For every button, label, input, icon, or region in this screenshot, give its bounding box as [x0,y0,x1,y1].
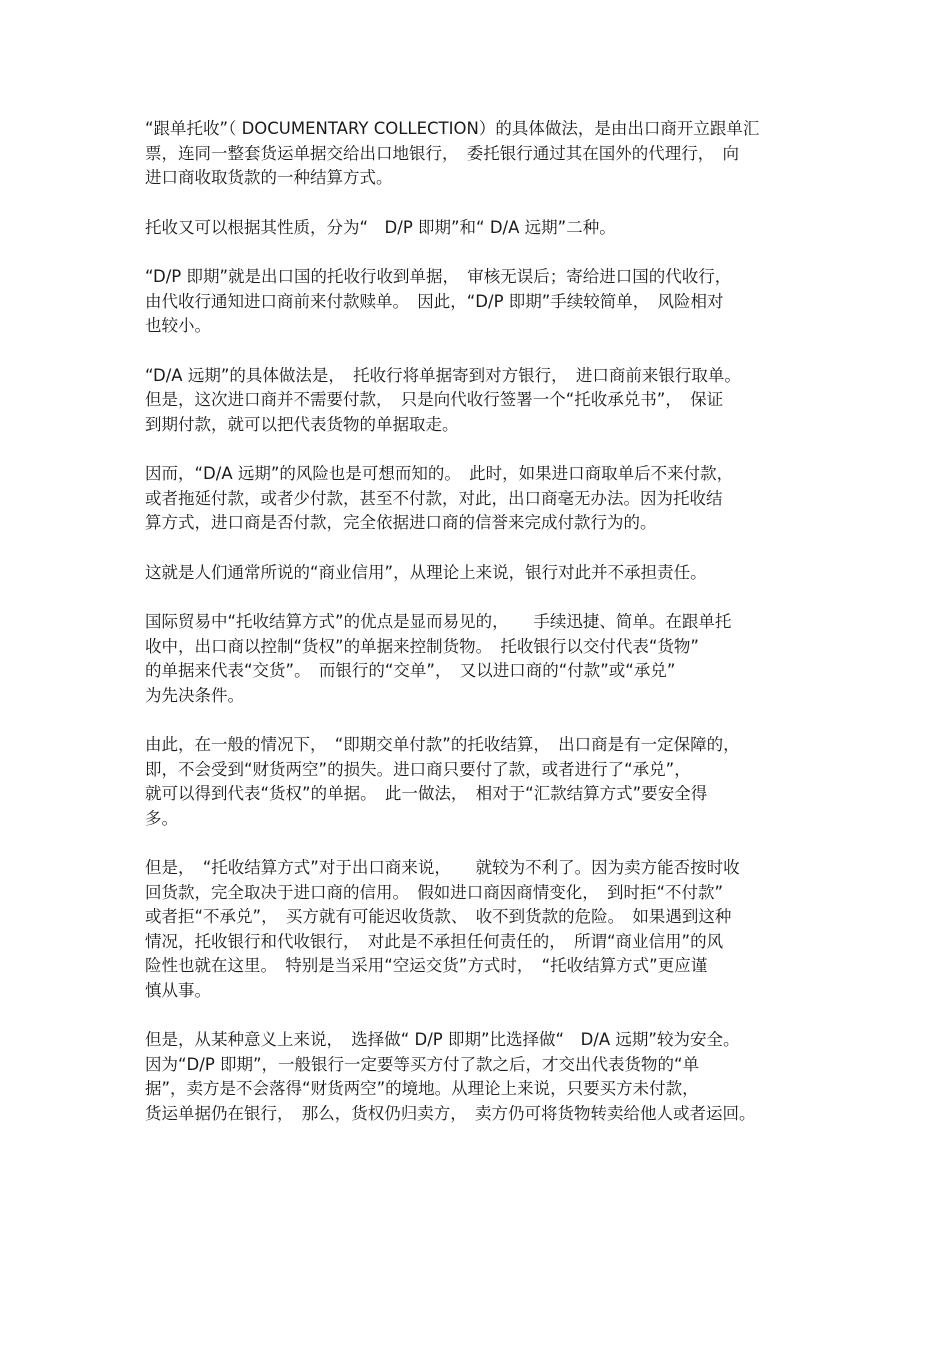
text-line: 多。 [145,808,178,828]
paragraph [145,1028,810,1126]
text-line: 由此，在一般的情况下， “即期交单付款”的托收结算， 出口商是有一定保障的， [145,735,740,754]
text-line: 但是， “托收结算方式”对于出口商来说， 就较为不利了。因为卖方能否按时收 [145,858,740,877]
text-line: 慎从事。 [145,980,211,1000]
document-body [145,117,810,1151]
text-line: 但是，这次进口商并不需要付款， 只是向代收行签署一个“托收承兑书”， 保证 [145,390,724,409]
paragraph [145,561,810,586]
text-line: “跟单托收”（ DOCUMENTARY COLLECTION）的具体做法，是由出口商开立跟单汇 [145,119,760,138]
text-line: 情况，托收银行和代收银行， 对此是不承担任何责任的， 所谓“商业信用”的风 [145,931,724,951]
text-line: “D/A 远期”的具体做法是， 托收行将单据寄到对方银行， 进口商前来银行取单。 [145,365,741,385]
text-line: 货运单据仍在银行， 那么，货权仍归卖方， 卖方仍可将货物转卖给他人或者运回。 [145,1103,756,1123]
text-line: 但是，从某种意义上来说， 选择做“ D/P 即期”比选择做“ D/A 远期”较为安全。 [145,1030,740,1049]
text-line: 收中，出口商以控制“货权”的单据来控制货物。 托收银行以交付代表“货物” [145,636,699,656]
text-line: 进口商收取货款的一种结算方式。 [145,168,393,187]
paragraph [145,610,810,708]
text-line: “D/P 即期”就是出口国的托收行收到单据， 审核无误后；寄给进口国的代收行， [145,267,732,286]
text-line: 的单据来代表“交货”。 而银行的“交单”， 又以进口商的“付款”或“承兑” [145,661,676,680]
text-line: 就可以得到代表“货权”的单据。 此一做法， 相对于“汇款结算方式”要安全得 [145,784,708,803]
text-line: 险性也就在这里。 特别是当采用“空运交货”方式时， “托收结算方式”更应谨 [145,956,708,975]
text-line: 也较小。 [145,316,211,335]
text-line: 为先决条件。 [145,685,244,705]
paragraph [145,216,810,241]
text-line: 回货款，完全取决于进口商的信用。 假如进口商因商情变化， 到时拒“不付款” [145,882,724,902]
text-line: 或者拒“不承兑”， 买方就有可能迟收货款、 收不到货款的危险。 如果遇到这种 [145,907,732,926]
text-line: 托收又可以根据其性质，分为“ D/P 即期”和“ D/A 远期”二种。 [145,217,616,237]
paragraph [145,364,810,438]
text-line: 即，不会受到“财货两空”的损失。进口商只要付了款，或者进行了“承兑”， [145,759,691,779]
text-line: 因为“D/P 即期”，一般银行一定要等买方付了款之后，才交出代表货物的“单 [145,1054,700,1074]
text-line: 或者拖延付款，或者少付款，甚至不付款，对此，出口商毫无办法。因为托收结 [145,488,723,508]
text-line: 国际贸易中“托收结算方式”的优点是显而易见的， 手续迅捷、简单。在跟单托 [145,612,732,631]
text-line: 票，连同一整套货运单据交给出口地银行， 委托银行通过其在国外的代理行， 向 [145,143,739,163]
text-line: 因而，“D/A 远期”的风险也是可想而知的。 此时，如果进口商取单后不来付款， [145,464,734,483]
text-line: 算方式，进口商是否付款，完全依据进口商的信誉来完成付款行为的。 [145,513,657,532]
paragraph [145,117,810,191]
text-line: 据”，卖方是不会落得“财货两空”的境地。从理论上来说，只要买方未付款， [145,1079,699,1098]
paragraph [145,265,810,339]
paragraph [145,856,810,1003]
text-line: 由代收行通知进口商前来付款赎单。 因此，“D/P 即期”手续较简单， 风险相对 [145,291,724,311]
paragraph [145,733,810,831]
text-line: 到期付款，就可以把代表货物的单据取走。 [145,414,459,434]
text-line: 这就是人们通常所说的“商业信用”，从理论上来说，银行对此并不承担责任。 [145,562,707,582]
paragraph [145,462,810,536]
